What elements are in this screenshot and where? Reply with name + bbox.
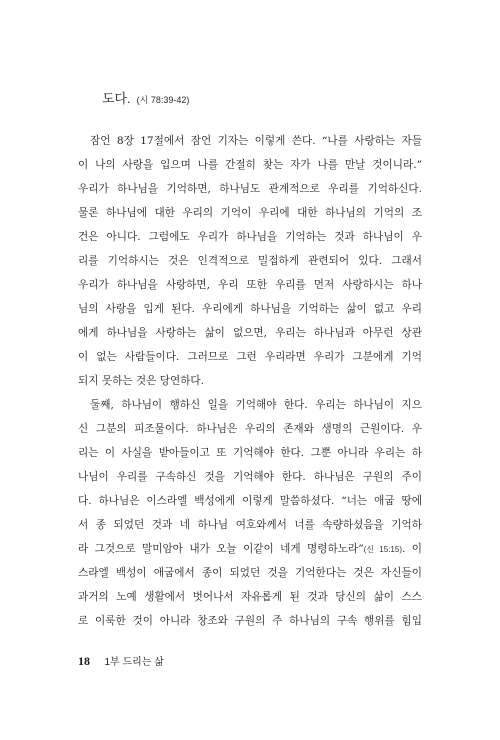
page-number: 18 <box>78 654 90 668</box>
text-line: 서 종 되었던 것과 네 하나님 여호와께서 너를 속량하셨음을 기억하 <box>78 519 422 531</box>
text-line: 나님이 우리를 구속하신 것을 기억해야 한다. 하나님은 구원의 주이 <box>78 471 422 483</box>
quote-ending <box>102 88 189 107</box>
text-line: 스라엘 백성이 애굽에서 종이 되었던 것을 기억한다는 것은 자신들이 <box>78 567 422 579</box>
text-line-main: 라 그것으로 말미암아 내가 오늘 이같이 네게 명령하노라” <box>78 543 364 555</box>
text-line: 우리가 하나님을 기억하면, 하나님도 관계적으로 우리를 기억하신다. <box>78 183 422 195</box>
quote-ending-reference: (시 78:39-42) <box>136 95 190 105</box>
text-line-with-reference <box>78 537 422 561</box>
page-footer <box>78 652 164 670</box>
text-line: 에게 하나님을 사랑하는 삶이 없으면, 우리는 하나님과 아무런 상관 <box>78 327 422 339</box>
text-line: 건은 아니다. 그럼에도 우리가 하나님을 기억하는 것과 하나님이 우 <box>78 231 422 243</box>
text-line: 이 나의 사랑을 입으며 나를 간절히 찾는 자가 나를 만날 것이니라.” <box>78 159 422 171</box>
text-line-tail: . 이 <box>401 543 422 555</box>
text-line: 과거의 노예 생활에서 벗어나서 자유롭게 된 것과 당신의 삶이 스스 <box>78 591 422 603</box>
body-text <box>78 129 422 633</box>
text-line: 로 이룩한 것이 아니라 창조와 구원의 주 하나님의 구속 행위를 힘입 <box>78 615 422 627</box>
text-line: 님의 사랑을 입게 된다. 우리에게 하나님을 기억하는 삶이 없고 우리 <box>78 303 422 315</box>
text-line: 리는 이 사실을 받아들이고 또 기억해야 한다. 그뿐 아니라 우리는 하 <box>78 447 422 459</box>
quote-ending-text: 도다. <box>102 91 131 106</box>
section-title: 1부 드리는 삶 <box>104 657 164 668</box>
text-line: 다. 하나님은 이스라엘 백성에게 이렇게 말씀하셨다. “너는 애굽 땅에 <box>78 495 422 507</box>
text-line: 잠언 8장 17절에서 잠언 기자는 이렇게 쓴다. “나를 사랑하는 자들 <box>90 135 422 147</box>
text-line: 물론 하나님에 대한 우리의 기억이 우리에 대한 하나님의 기억의 조 <box>78 207 422 219</box>
text-line: 신 그분의 피조물이다. 하나님은 우리의 존재와 생명의 근원이다. 우 <box>78 423 422 435</box>
scripture-reference: (신 15:15) <box>363 545 402 554</box>
text-line: 우리가 하나님을 사랑하면, 우리 또한 우리를 먼저 사랑하시는 하나 <box>78 279 422 291</box>
text-line: 이 없는 사람들이다. 그러므로 그런 우리라면 우리가 그분에게 기억 <box>78 351 422 363</box>
text-line: 되지 못하는 것은 당연하다. <box>78 375 205 387</box>
text-line: 리를 기억하시는 것은 인격적으로 밀접하게 관련되어 있다. 그래서 <box>78 255 422 267</box>
text-line: 둘째, 하나님이 행하신 일을 기억해야 한다. 우리는 하나님이 지으 <box>90 399 422 411</box>
